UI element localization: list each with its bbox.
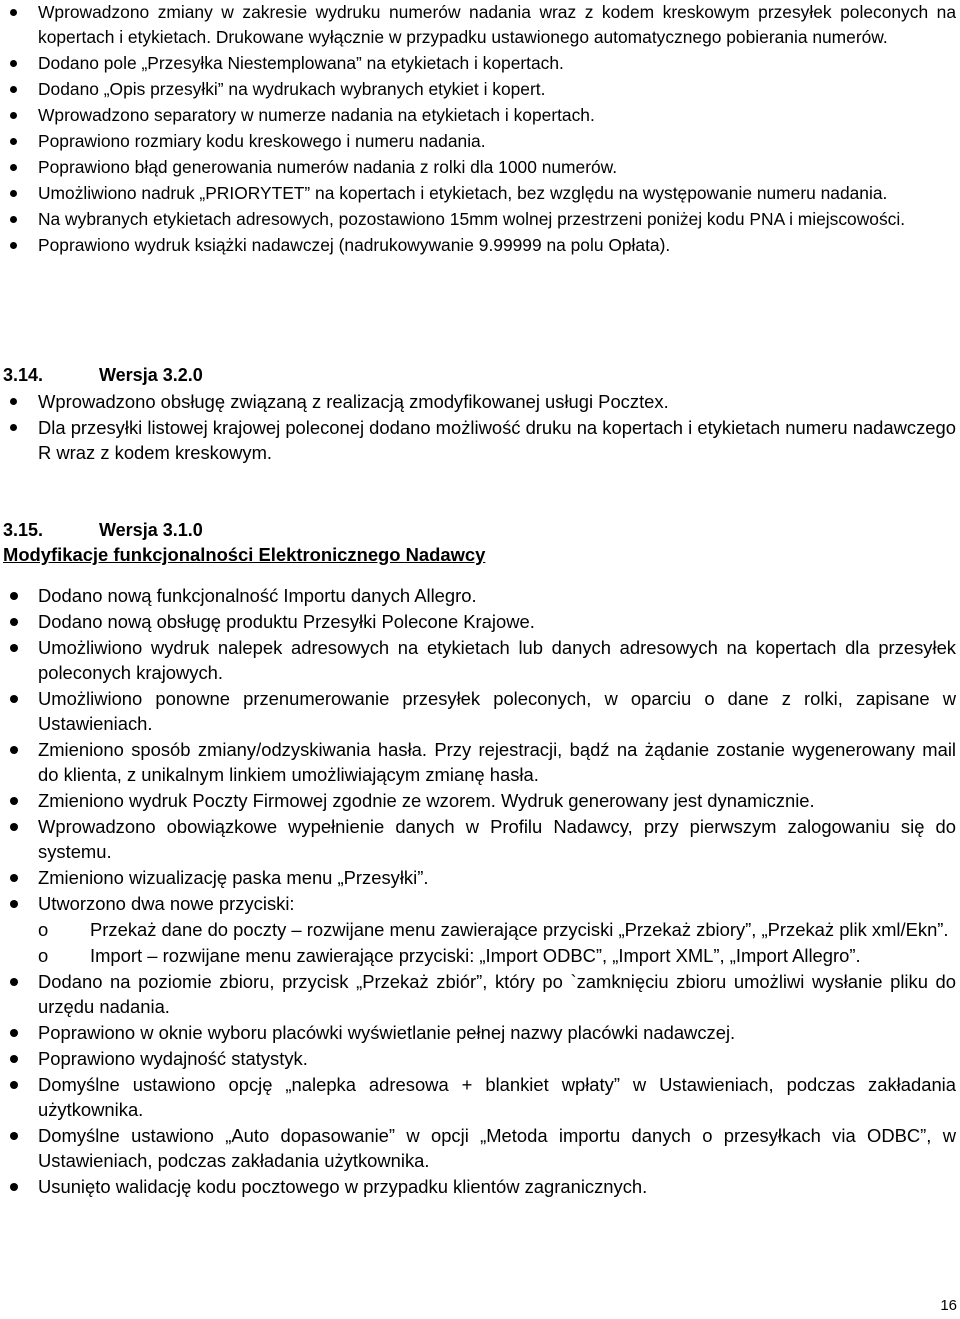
list-item: Poprawiono w oknie wyboru placówki wyświetlanie pełnej nazwy placówki nadawczej.	[3, 1020, 958, 1045]
list-item: Poprawiono wydajność statystyk.	[3, 1046, 958, 1071]
section-heading-3-15	[3, 518, 203, 542]
list-item: Dodano na poziomie zbioru, przycisk „Przekaż zbiór”, który po `zamknięciu zbioru umożliwi wysłanie pliku do urzędu nadania.	[3, 969, 958, 1019]
section-title: Wersja 3.2.0	[99, 365, 203, 385]
list-item: Umożliwiono wydruk nalepek adresowych na etykietach lub danych adresowych na kopertach dla przesyłek poleconych krajowych.	[3, 635, 958, 685]
changes-list-3-15	[3, 583, 958, 1200]
list-item: Wprowadzono obsługę związaną z realizacją zmodyfikowanej usługi Pocztex.	[3, 389, 958, 414]
sub-list-item	[3, 943, 956, 968]
list-item: Poprawiono wydruk książki nadawczej (nadrukowywanie 9.99999 na polu Opłata).	[3, 233, 958, 258]
changes-list-continued	[3, 0, 958, 259]
list-item: Zmieniono wizualizację paska menu „Przesyłki”.	[3, 865, 958, 890]
list-item: Dodano nową funkcjonalność Importu danych Allegro.	[3, 583, 958, 608]
list-item: Umożliwiono ponowne przenumerowanie przesyłek poleconych, w oparciu o dane z rolki, zapisane w Ustawieniach.	[3, 686, 958, 736]
list-item: Poprawiono rozmiary kodu kreskowego i numeru nadania.	[3, 129, 958, 154]
list-item-with-sublist	[3, 891, 958, 968]
list-item: Domyślne ustawiono opcję „nalepka adresowa + blankiet wpłaty” w Ustawieniach, podczas zakładania użytkownika.	[3, 1072, 958, 1122]
list-item: Umożliwiono nadruk „PRIORYTET” na kopertach i etykietach, bez względu na występowanie numeru nadania.	[3, 181, 958, 206]
changes-list-3-14	[3, 389, 958, 466]
list-item: Zmieniono sposób zmiany/odzyskiwania hasła. Przy rejestracji, bądź na żądanie zostanie wygenerowany mail do klienta, z unikalnym linkiem umożliwiającym zmianę hasła.	[3, 737, 958, 787]
list-item: Dodano nową obsługę produktu Przesyłki Polecone Krajowe.	[3, 609, 958, 634]
list-item: Wprowadzono zmiany w zakresie wydruku numerów nadania wraz z kodem kreskowym przesyłek poleconych na kopertach i etykietach. Drukowane wyłącznie w przypadku ustawionego automatycznego pobierania numerów.	[3, 0, 958, 50]
list-item: Poprawiono błąd generowania numerów nadania z rolki dla 1000 numerów.	[3, 155, 958, 180]
section-subtitle: Modyfikacje funkcjonalności Elektronicznego Nadawcy	[3, 544, 486, 565]
list-item: Na wybranych etykietach adresowych, pozostawiono 15mm wolnej przestrzeni poniżej kodu PNA i miejscowości.	[3, 207, 958, 232]
sub-list	[3, 917, 956, 968]
list-item: Zmieniono wydruk Poczty Firmowej zgodnie ze wzorem. Wydruk generowany jest dynamicznie.	[3, 788, 958, 813]
list-item: Wprowadzono separatory w numerze nadania na etykietach i kopertach.	[3, 103, 958, 128]
list-item: Dodano pole „Przesyłka Niestemplowana” na etykietach i kopertach.	[3, 51, 958, 76]
list-item: Wprowadzono obowiązkowe wypełnienie danych w Profilu Nadawcy, przy pierwszym zalogowaniu się do systemu.	[3, 814, 958, 864]
sub-list-item-text: Przekaż dane do poczty – rozwijane menu zawierające przyciski „Przekaż zbiory”, „Przekaż plik xml/Ekn”.	[90, 919, 949, 940]
list-item: Dodano „Opis przesyłki” na wydrukach wybranych etykiet i kopert.	[3, 77, 958, 102]
list-item-text: Utworzono dwa nowe przyciski:	[38, 893, 295, 914]
list-item: Usunięto walidację kodu pocztowego w przypadku klientów zagranicznych.	[3, 1174, 958, 1199]
sub-list-marker: o	[38, 919, 49, 940]
section-number: 3.14.	[3, 365, 44, 385]
sub-list-marker: o	[38, 945, 49, 966]
sub-list-item-text: Import – rozwijane menu zawierające przyciski: „Import ODBC”, „Import XML”, „Import Allegro”.	[90, 945, 861, 966]
list-item: Domyślne ustawiono „Auto dopasowanie” w opcji „Metoda importu danych o przesyłkach via ODBC”, w Ustawieniach, podczas zakładania użytkownika.	[3, 1123, 958, 1173]
list-item: Dla przesyłki listowej krajowej poleconej dodano możliwość druku na kopertach i etykietach numeru nadawczego R wraz z kodem kreskowym.	[3, 415, 958, 465]
section-heading-3-14	[3, 363, 203, 387]
sub-list-item	[3, 917, 956, 942]
section-number: 3.15.	[3, 520, 44, 540]
page-number: 16	[940, 1297, 957, 1314]
section-title: Wersja 3.1.0	[99, 520, 203, 540]
